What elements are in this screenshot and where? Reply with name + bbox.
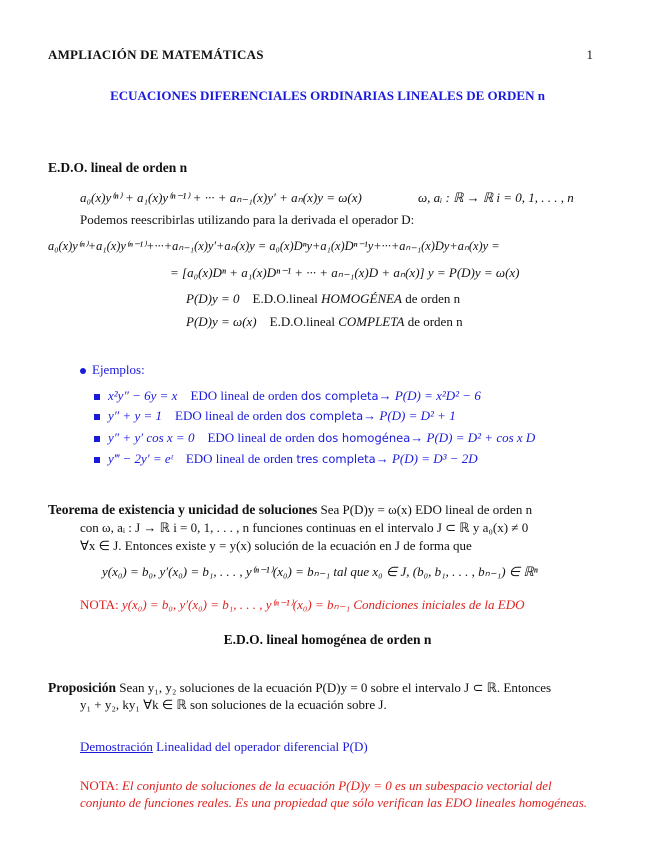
example-item bbox=[94, 430, 535, 446]
examples-heading bbox=[80, 362, 145, 378]
theorem-heading: Teorema de existencia y unicidad de soluciones bbox=[48, 502, 318, 517]
example-description: EDO lineal de orden bbox=[185, 451, 297, 466]
example-item bbox=[94, 451, 478, 467]
bullet-square-icon bbox=[94, 457, 100, 463]
complete-equation: P(D)y = ω(x) bbox=[186, 314, 257, 329]
homogeneous-line bbox=[186, 291, 460, 307]
example-tag: tres completa bbox=[296, 452, 376, 466]
examples-heading-text: Ejemplos: bbox=[92, 362, 145, 377]
homogeneous-label-em: HOMOGÉNEA bbox=[321, 291, 403, 306]
homogeneous-equation: P(D)y = 0 bbox=[186, 291, 240, 306]
example-equation: y‴ − 2y′ = eᵗ bbox=[108, 451, 173, 466]
proposition-heading: Proposición bbox=[48, 680, 117, 695]
final-note-text1: El conjunto de soluciones de la ecuación P(D)y = 0 es un subespacio vectorial del bbox=[121, 778, 552, 793]
initial-conditions-equation: y(x₀) = b₀, y′(x₀) = b₁, . . . , y⁽ⁿ⁻¹⁾(x₀) = bₙ₋₁ tal que x₀ ∈ J, (b₀, b₁, . . . , bₙ₋₁) ∈ ℝⁿ bbox=[102, 564, 538, 579]
example-operator: → P(D) = D³ − 2D bbox=[375, 451, 478, 466]
main-equation-conditions: ω, aᵢ : ℝ → ℝ i = 0, 1, . . . , n bbox=[418, 190, 574, 205]
example-tag: dos completa bbox=[300, 389, 379, 403]
example-equation: x²y″ − 6y = x bbox=[108, 388, 178, 403]
example-operator: → P(D) = D² + cos x D bbox=[410, 430, 536, 445]
example-tag: dos homogénea bbox=[317, 431, 411, 445]
proposition-line1-text: Sean y₁, y₂ soluciones de la ecuación P(D)y = 0 sobre el intervalo J ⊂ ℝ. Entonces bbox=[116, 680, 552, 695]
example-tag: dos completa bbox=[285, 409, 364, 423]
bullet-square-icon bbox=[94, 394, 100, 400]
section-heading-edo-lineal: E.D.O. lineal de orden n bbox=[48, 160, 188, 175]
theorem-note bbox=[80, 597, 524, 613]
header-title: AMPLIACIÓN DE MATEMÁTICAS bbox=[48, 47, 264, 62]
homogeneous-label-pre: E.D.O.lineal bbox=[252, 291, 322, 306]
operator-equation-line2: = [a₀(x)Dⁿ + a₁(x)Dⁿ⁻¹ + ··· + aₙ₋₁(x)D + aₙ(x)] y = P(D)y = ω(x) bbox=[170, 265, 520, 280]
final-note-label: NOTA: bbox=[80, 778, 122, 793]
example-description: EDO lineal de orden bbox=[207, 430, 318, 445]
homogeneous-label-post: de orden n bbox=[402, 291, 461, 306]
complete-label-post: de orden n bbox=[404, 314, 463, 329]
example-operator: → P(D) = x²D² − 6 bbox=[378, 388, 481, 403]
note-text: Condiciones iniciales de la EDO bbox=[350, 597, 525, 612]
bullet-dot-icon bbox=[80, 368, 86, 374]
theorem-line1 bbox=[48, 502, 532, 518]
main-equation: a₀(x)y⁽ⁿ⁾ + a₁(x)y⁽ⁿ⁻¹⁾ + ··· + aₙ₋₁(x)y′ + aₙ(x)y = ω(x) bbox=[80, 190, 362, 205]
demonstration-line bbox=[80, 739, 368, 755]
example-description: EDO lineal de orden bbox=[175, 408, 286, 423]
theorem-line1-text: Sea P(D)y = ω(x) EDO lineal de orden n bbox=[317, 502, 533, 517]
example-item bbox=[94, 388, 481, 404]
page-number: 1 bbox=[586, 47, 593, 62]
final-note-line2: conjunto de funciones reales. Es una propiedad que sólo verifican las EDO lineales homogéneas. bbox=[80, 795, 588, 810]
example-operator: → P(D) = D² + 1 bbox=[363, 408, 456, 423]
complete-label-em: COMPLETA bbox=[338, 314, 405, 329]
proposition-line1 bbox=[48, 680, 551, 696]
document-title: ECUACIONES DIFERENCIALES ORDINARIAS LINEALES DE ORDEN n bbox=[110, 88, 545, 103]
theorem-line2: con ω, aᵢ : J → ℝ i = 0, 1, . . . , n funciones continuas en el intervalo J ⊂ ℝ y a₀(x) ≠ 0 bbox=[80, 520, 529, 535]
note-label: NOTA: bbox=[80, 597, 122, 612]
example-item bbox=[94, 408, 456, 424]
demonstration-link[interactable]: Demostración bbox=[80, 739, 153, 754]
bullet-square-icon bbox=[94, 436, 100, 442]
example-equation: y″ + y′ cos x = 0 bbox=[108, 430, 195, 445]
proposition-line2: y₁ + y₂, ky₁ ∀k ∈ ℝ son soluciones de la ecuación sobre J. bbox=[80, 697, 387, 712]
section-heading-homogenea: E.D.O. lineal homogénea de orden n bbox=[223, 632, 432, 647]
example-equation: y″ + y = 1 bbox=[108, 408, 162, 423]
note-equation: y(x₀) = b₀, y′(x₀) = b₁, . . . , y⁽ⁿ⁻¹⁾(x₀) = bₙ₋₁ bbox=[121, 597, 351, 612]
final-note-line1 bbox=[80, 778, 552, 794]
complete-line bbox=[186, 314, 463, 330]
theorem-line3: ∀x ∈ J. Entonces existe y = y(x) solución de la ecuación en J de forma que bbox=[80, 538, 472, 553]
bullet-square-icon bbox=[94, 414, 100, 420]
operator-equation-line1: a₀(x)y⁽ⁿ⁾+a₁(x)y⁽ⁿ⁻¹⁾+···+aₙ₋₁(x)y′+aₙ(x)y = a₀(x)Dⁿy+a₁(x)Dⁿ⁻¹y+···+aₙ₋₁(x)Dy+aₙ(x)y = bbox=[48, 239, 500, 253]
rewrite-text: Podemos reescribirlas utilizando para la derivada el operador D: bbox=[80, 212, 415, 227]
complete-label-pre: E.D.O.lineal bbox=[269, 314, 339, 329]
demonstration-text: Linealidad del operador diferencial P(D) bbox=[152, 739, 368, 754]
example-description: EDO lineal de orden bbox=[190, 388, 301, 403]
